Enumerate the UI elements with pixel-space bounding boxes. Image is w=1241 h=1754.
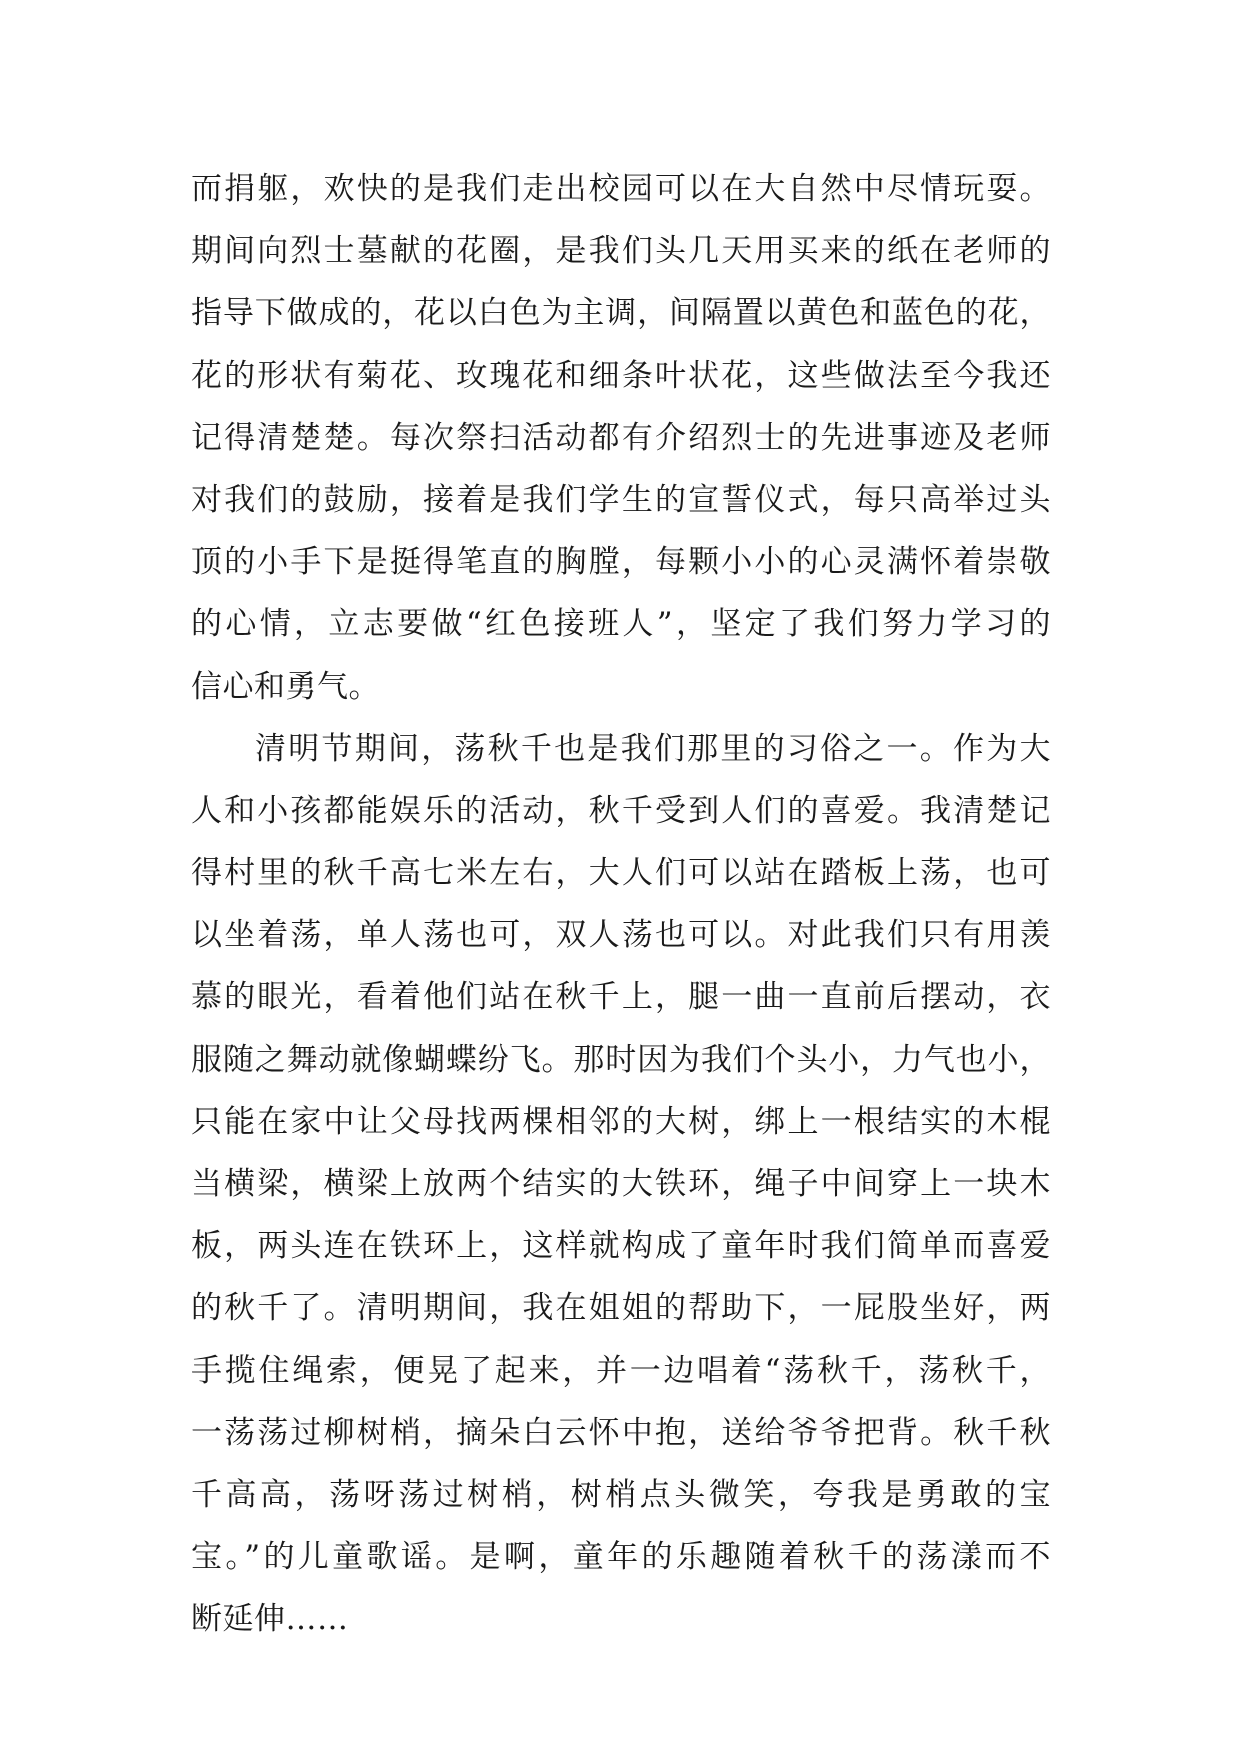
text-line: 对我们的鼓励，接着是我们学生的宣誓仪式，每只高举过头 [191,481,1051,518]
text-line: 只能在家中让父母找两棵相邻的大树，绑上一根结实的木棍 [191,1103,1051,1140]
text-line: 清明节期间，荡秋千也是我们那里的习俗之一。作为大 [255,730,1051,767]
text-line: 当横梁，横梁上放两个结实的大铁环，绳子中间穿上一块木 [191,1166,1051,1202]
text-line: 而捐躯，欢快的是我们走出校园可以在大自然中尽情玩耍。 [191,171,1051,207]
paragraph-2 [191,718,1051,1651]
text-line: 人和小孩都能娱乐的活动，秋千受到人们的喜爱。我清楚记 [191,792,1051,829]
text-line: 以坐着荡，单人荡也可，双人荡也可以。对此我们只有用羡 [191,917,1051,954]
text-line: 信心和勇气。 [191,668,380,705]
text-line: 花的形状有菊花、玫瑰花和细条叶状花，这些做法至今我还 [191,357,1051,394]
body-text [191,158,1051,1651]
text-line: 断延伸…… [191,1601,349,1638]
text-line: 记得清楚楚。每次祭扫活动都有介绍烈士的先进事迹及老师 [191,419,1051,456]
text-line: 宝。”的儿童歌谣。是啊，童年的乐趣随着秋千的荡漾而不 [191,1539,1051,1576]
text-line: 的心情，立志要做“红色接班人”，坚定了我们努力学习的 [191,606,1051,643]
text-line: 慕的眼光，看着他们站在秋千上，腿一曲一直前后摆动，衣 [191,979,1051,1016]
text-line: 一荡荡过柳树梢，摘朵白云怀中抱，送给爷爷把背。秋千秋 [191,1414,1051,1451]
text-line: 顶的小手下是挺得笔直的胸膛，每颗小小的心灵满怀着崇敬 [191,544,1051,581]
text-line: 的秋千了。清明期间，我在姐姐的帮助下，一屁股坐好，两 [191,1290,1051,1327]
text-line: 期间向烈士墓献的花圈，是我们头几天用买来的纸在老师的 [191,233,1051,270]
paragraph-1 [191,158,1051,718]
text-line: 服随之舞动就像蝴蝶纷飞。那时因为我们个头小，力气也小， [191,1041,1051,1078]
text-line: 得村里的秋千高七米左右，大人们可以站在踏板上荡，也可 [191,855,1051,892]
text-line: 千高高，荡呀荡过树梢，树梢点头微笑，夸我是勇敢的宝 [191,1476,1051,1513]
text-line: 指导下做成的，花以白色为主调，间隔置以黄色和蓝色的花， [191,295,1051,332]
text-line: 板，两头连在铁环上，这样就构成了童年时我们简单而喜爱 [191,1228,1051,1265]
text-line: 手揽住绳索，便晃了起来，并一边唱着“荡秋千，荡秋千， [191,1352,1051,1389]
